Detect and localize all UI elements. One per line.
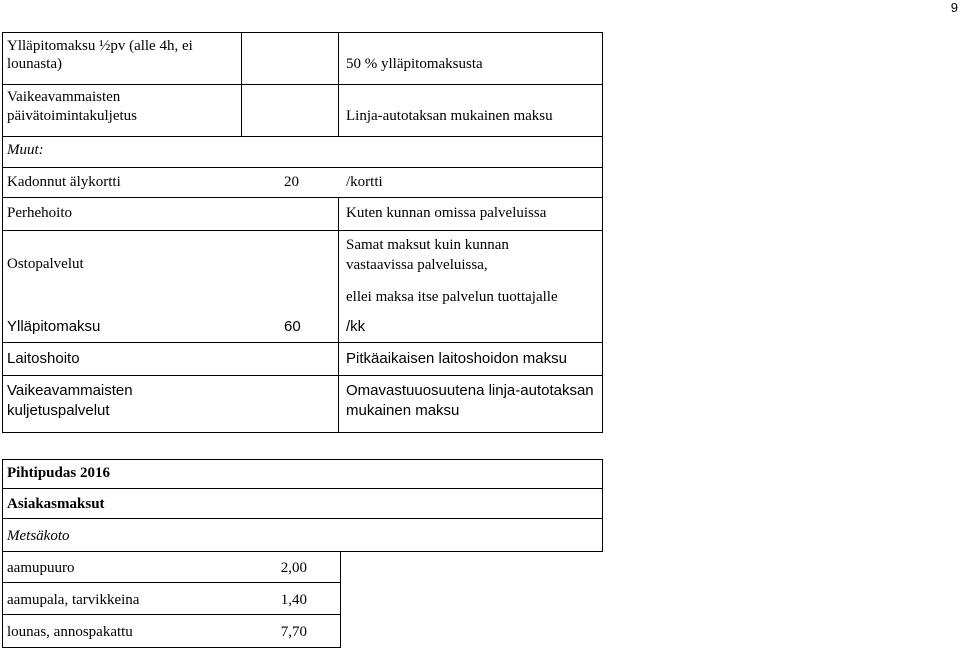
transport-services-label-line1: Vaikeavammaisten [7,382,133,399]
table-title: Pihtipudas 2016 [7,465,110,481]
institutional-care-label: Laitoshoito [7,350,80,367]
section-other: Muut: [7,142,44,158]
lost-card-label: Kadonnut älykortti [7,174,121,190]
day-activity-transport-label-line1: Vaikeavammaisten [7,89,121,105]
meal-item-name: lounas, annospakattu [7,624,133,640]
maintenance-fee-amount: 60 [284,318,301,335]
purchased-services-value-line2: vastaavissa palveluissa, [346,257,488,273]
transport-services-value-line2: mukainen maksu [346,402,460,419]
lost-card-amount: 20 [284,174,299,190]
maintenance-fee-unit: /kk [346,318,366,335]
day-activity-transport-value: Linja-autotaksan mukainen maksu [346,108,553,124]
section-metsakoto: Metsäkoto [7,528,70,544]
meal-item-name: aamupala, tarvikkeina [7,592,140,608]
purchased-services-value-line1: Samat maksut kuin kunnan [346,237,509,253]
half-day-fee-label-line2: lounasta) [7,56,62,72]
meal-item-price: 2,00 [280,560,307,576]
meal-item-price: 7,70 [280,624,307,640]
table-subtitle: Asiakasmaksut [7,496,105,512]
purchased-services-value-line3: ellei maksa itse palvelun tuottajalle [346,289,558,305]
day-activity-transport-label-line2: päivätoimintakuljetus [7,108,137,124]
family-care-label: Perhehoito [7,205,72,221]
meal-item-name: aamupuuro [7,560,75,576]
half-day-fee-label-line1: Ylläpitomaksu ½pv (alle 4h, ei [7,38,193,54]
transport-services-value-line1: Omavastuuosuutena linja-autotaksan [346,382,594,399]
meal-item-price: 1,40 [280,592,307,608]
institutional-care-value: Pitkäaikaisen laitoshoidon maksu [346,350,567,367]
maintenance-fee-label: Ylläpitomaksu [7,318,101,335]
transport-services-label-line2: kuljetuspalvelut [7,402,110,419]
purchased-services-label: Ostopalvelut [7,256,84,272]
lost-card-unit: /kortti [346,174,383,190]
page-number: 9 [950,0,958,15]
half-day-fee-value: 50 % ylläpitomaksusta [346,56,483,72]
family-care-value: Kuten kunnan omissa palveluissa [346,205,547,221]
